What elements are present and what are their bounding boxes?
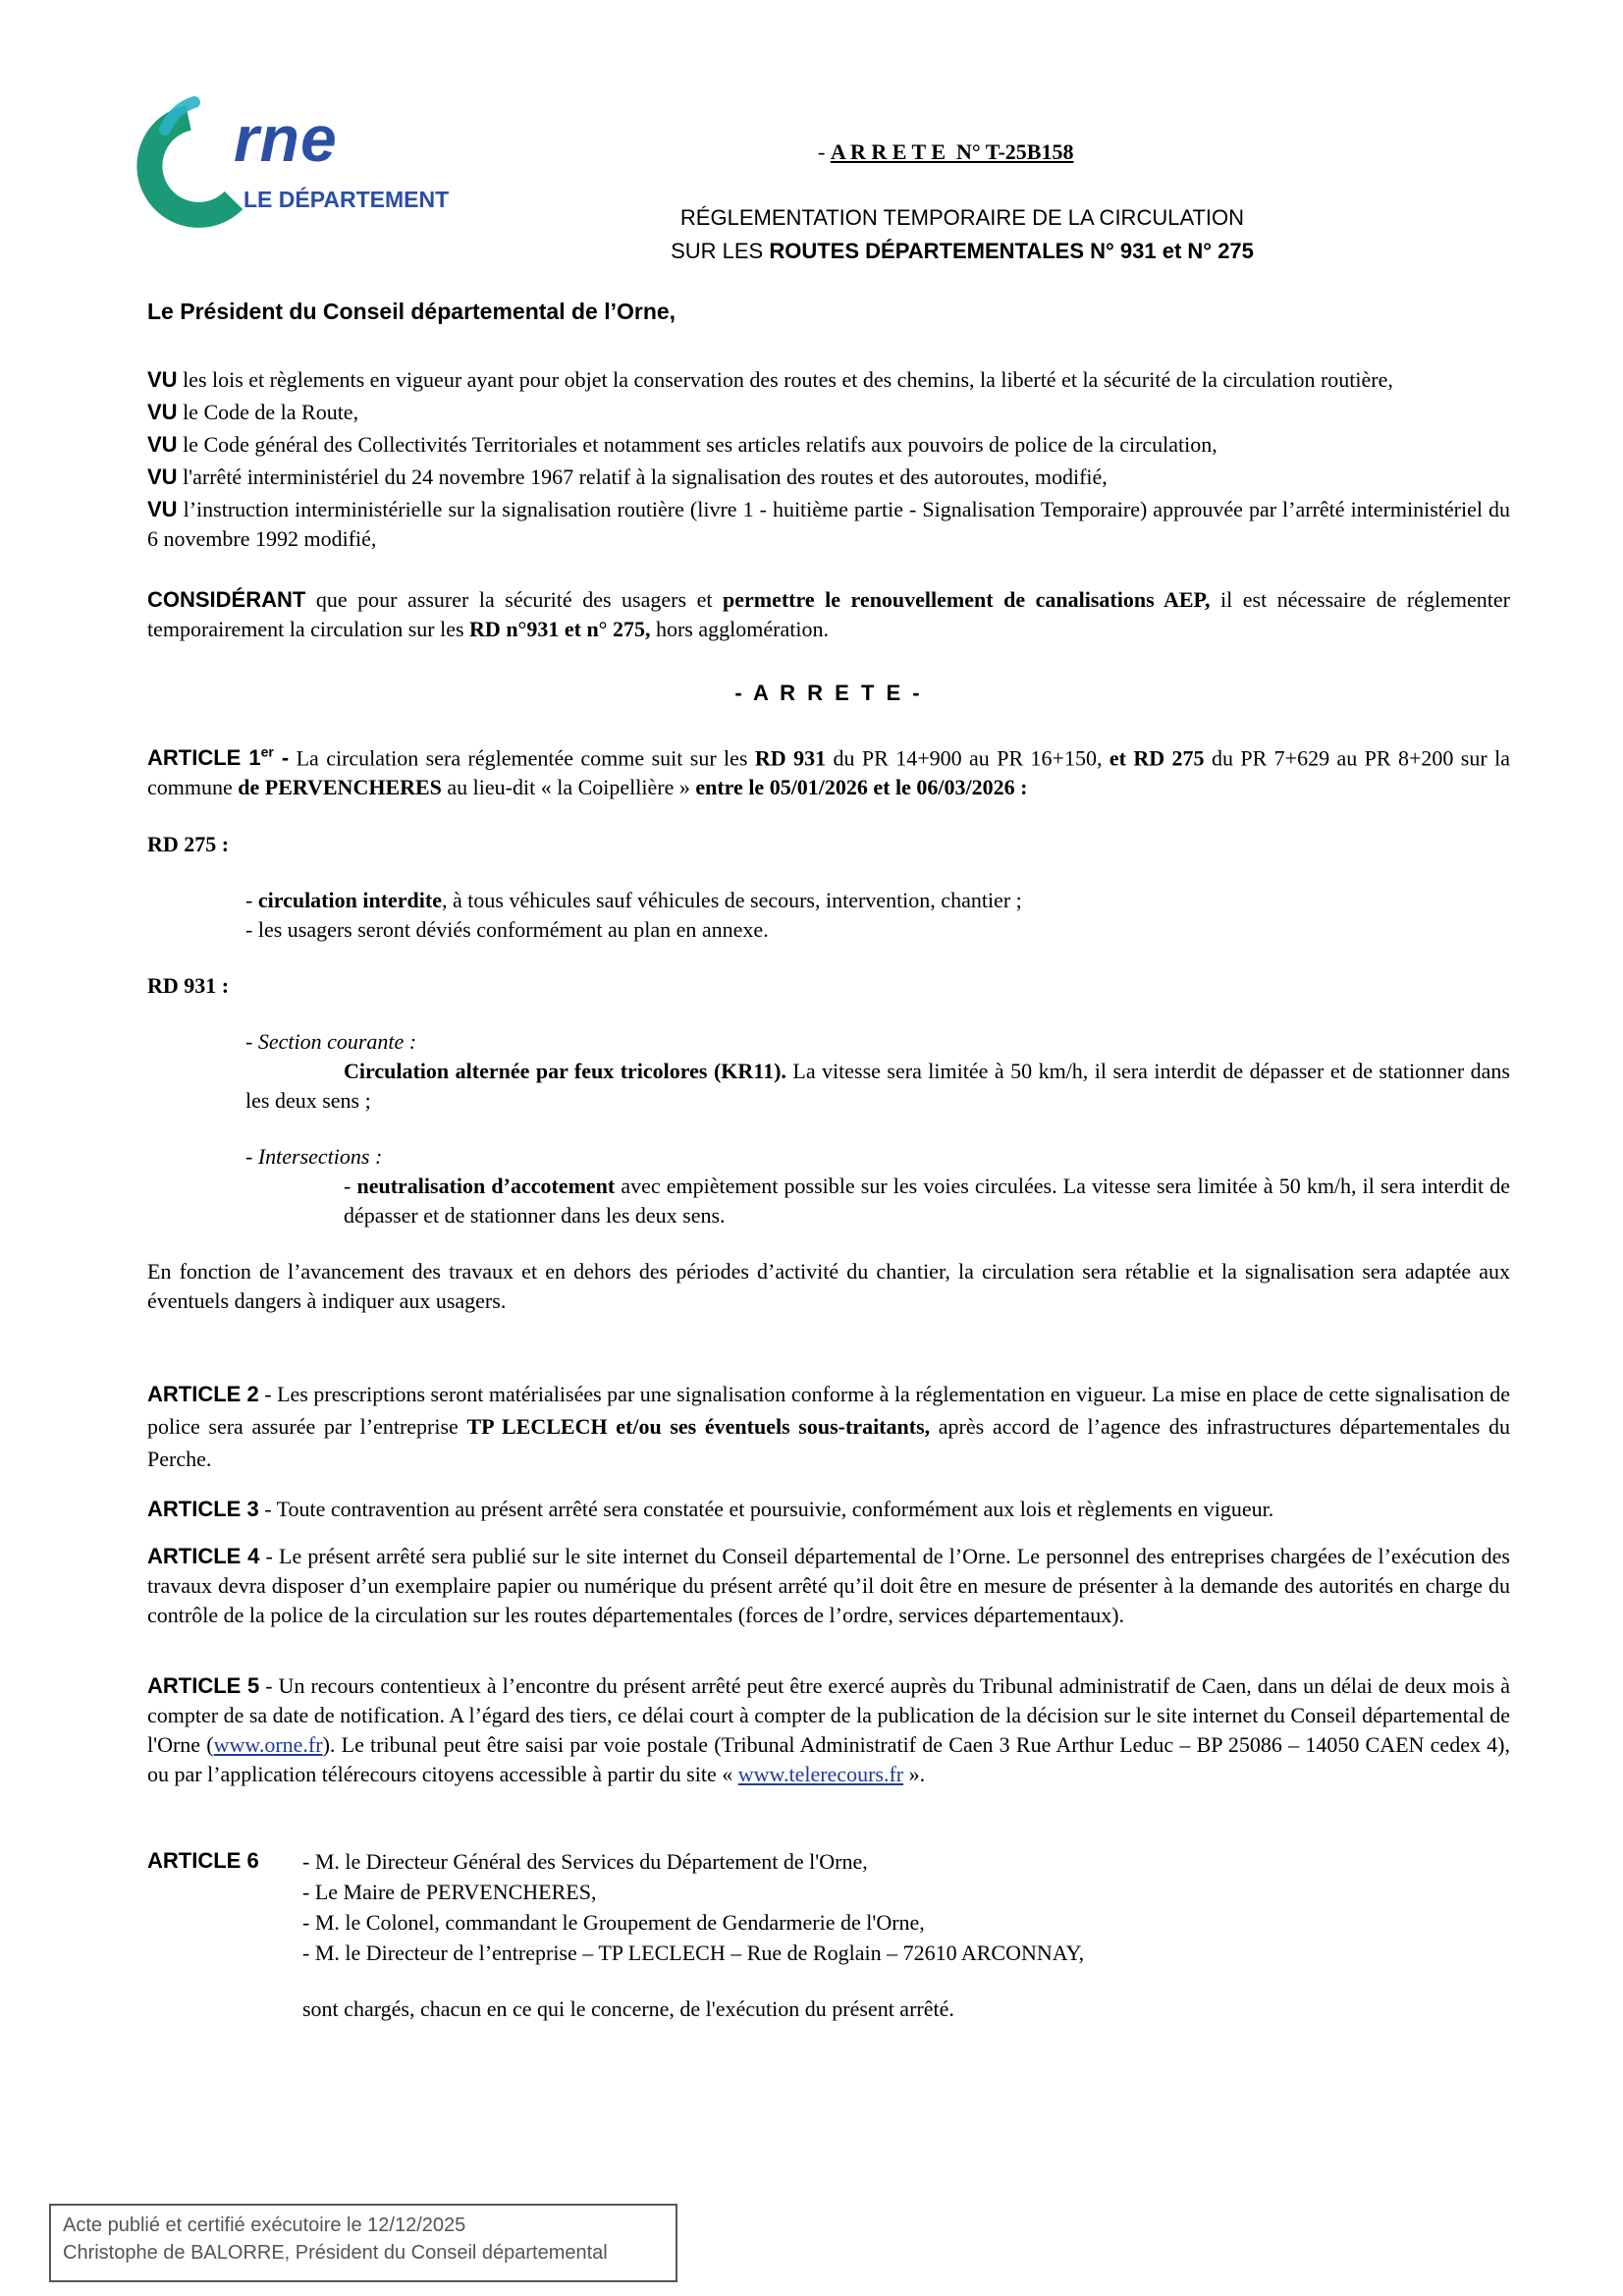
arrete-number xyxy=(818,137,1073,167)
rd275-list xyxy=(245,886,1510,945)
considerant-paragraph: CONSIDÉRANT que pour assurer la sécurité des usagers et permettre le renouvellement de canalisations AEP, il est nécessaire de réglementer temporairement la circulation sur les RD n°931 et n° 275, hors agglomération. xyxy=(147,587,1510,641)
article-1-closing: En fonction de l’avancement des travaux et en dehors des périodes d’activité du chantier, la circulation sera rétablie et la signalisation sera adaptée aux éventuels dangers à indiquer aux usagers. xyxy=(147,1259,1510,1314)
arrete-prefix: - xyxy=(818,139,831,164)
article-4: ARTICLE 4 - Le présent arrêté sera publié sur le site internet du Conseil départemental de l’Orne. Le personnel des entreprises chargées de l’exécution des travaux devra disposer d’un exemplaire papier ou numérique du présent arrêté qu’il doit être en mesure de présenter à la demande des autorités en charge du contrôle de la police de la circulation sur les routes départementales (forces de l’ordre, services départementaux). xyxy=(147,1544,1510,1628)
intersections-text: - neutralisation d’accotement avec empiètement possible sur les voies circulées. La vitesse sera limitée à 50 km/h, il sera interdit de dépasser et de stationner dans les deux sens. xyxy=(344,1174,1510,1229)
arrete-heading: - A R R E T E - xyxy=(734,681,923,705)
article-6-label: ARTICLE 6 xyxy=(147,1848,259,1874)
president-line: Le Président du Conseil départemental de l’Orne, xyxy=(147,299,676,324)
rd275-label: RD 275 : xyxy=(147,832,230,857)
article-6-list xyxy=(302,1846,1510,2024)
logo-name: rne xyxy=(234,102,338,175)
vu-item: VU l'arrêté interministériel du 24 novembre 1967 relatif à la signalisation des routes et des autoroutes, modifié, xyxy=(147,465,1108,489)
article-6 xyxy=(147,1846,1510,2024)
article-1: ARTICLE 1er - La circulation sera réglementée comme suit sur les RD 931 du PR 14+900 au PR 16+150, et RD 275 du PR 7+629 au PR 8+200 sur la commune de PERVENCHERES au lieu-dit « la Coipellière » entre le 05/01/2026 et le 06/03/2026 : xyxy=(147,744,1510,800)
article-1-label: ARTICLE 1er - xyxy=(147,744,290,771)
intersections-label: - Intersections : xyxy=(245,1144,383,1170)
subtitle-roads: ROUTES DÉPARTEMENTALES N° 931 et N° 275 xyxy=(769,239,1254,263)
vu-item: VU le Code général des Collectivités Territoriales et notamment ses articles relatifs aux pouvoirs de police de la circulation, xyxy=(147,432,1217,457)
recipient-item: - Le Maire de PERVENCHERES, xyxy=(302,1880,597,1905)
rd931-label: RD 931 : xyxy=(147,973,230,999)
stamp-line-2: Christophe de BALORRE, Président du Conseil départemental xyxy=(63,2242,608,2264)
arrete-number-label: A R R E T E N° T-25B158 xyxy=(830,139,1074,164)
stamp-line-1: Acte publié et certifié exécutoire le 12/12/2025 xyxy=(63,2214,466,2236)
orne-website-link[interactable]: www.orne.fr xyxy=(213,1732,323,1758)
telerecours-link[interactable]: www.telerecours.fr xyxy=(737,1762,904,1787)
article-2: ARTICLE 2 - Les prescriptions seront matérialisées par une signalisation conforme à la réglementation en vigueur. La mise en place de cette signalisation de police sera assurée par l’entreprise TP LECLECH et/ou ses éventuels sous-traitants, après accord de l’agence des infrastructures départementales du Perche. xyxy=(147,1382,1510,1472)
rd931-block xyxy=(245,1027,1510,1230)
vu-list xyxy=(147,361,1510,554)
logo-tagline: LE DÉPARTEMENT xyxy=(243,187,450,212)
article-5: ARTICLE 5 - Un recours contentieux à l’encontre du présent arrêté peut être exercé auprès du Tribunal administratif de Caen, dans un délai de deux mois à compter de sa date de notification. A l’égard des tiers, ce délai court à compter de la publication de la décision sur le site internet du Conseil départemental de l'Orne (www.orne.fr). Le tribunal peut être saisi par voie postale (Tribunal Administratif de Caen 3 Rue Arthur Leduc – BP 25086 – 14050 CAEN cedex 4), ou par l’application télérecours citoyens accessible à partir du site « www.telerecours.fr ». xyxy=(147,1673,1510,1787)
vu-item: VU les lois et règlements en vigueur ayant pour objet la conservation des routes et des chemins, la liberté et la sécurité de la circulation routière, xyxy=(147,367,1393,392)
subtitle-line-1: RÉGLEMENTATION TEMPORAIRE DE LA CIRCULATION xyxy=(679,205,1245,230)
recipient-item: - M. le Colonel, commandant le Groupement de Gendarmerie de l'Orne, xyxy=(302,1910,925,1936)
orne-logo xyxy=(118,90,471,247)
recipient-item: - M. le Directeur Général des Services du Département de l'Orne, xyxy=(302,1849,868,1875)
vu-item: VU le Code de la Route, xyxy=(147,400,359,424)
document-body xyxy=(147,297,1510,2024)
article-3: ARTICLE 3 - Toute contravention au présent arrêté sera constatée et poursuivie, conformément aux lois et règlements en vigueur. xyxy=(147,1497,1274,1522)
logo-mark-icon xyxy=(118,90,245,247)
article-6-closing: sont chargés, chacun en ce qui le concerne, de l'exécution du présent arrêté. xyxy=(302,1996,954,2022)
subtitle-line-2: SUR LES ROUTES DÉPARTEMENTALES N° 931 et N° 275 xyxy=(671,239,1254,263)
vu-item: VU l’instruction interministérielle sur la signalisation routière (livre 1 - huitième partie - Signalisation Temporaire) approuvée par l’arrêté interministériel du 6 novembre 1992 modifié, xyxy=(147,497,1510,551)
rd275-item: - circulation interdite, à tous véhicules sauf véhicules de secours, intervention, chantier ; xyxy=(245,888,1022,913)
publication-stamp xyxy=(49,2204,677,2282)
recipient-item: - M. le Directeur de l’entreprise – TP LECLECH – Rue de Roglain – 72610 ARCONNAY, xyxy=(302,1941,1085,1966)
section-courante-label: - Section courante : xyxy=(245,1029,417,1055)
section-courante-text: Circulation alternée par feux tricolores (KR11). La vitesse sera limitée à 50 km/h, il sera interdit de dépasser et de stationner dans les deux sens ; xyxy=(245,1059,1510,1114)
header-subtitle xyxy=(569,201,1355,268)
rd275-item: - les usagers seront déviés conformément au plan en annexe. xyxy=(245,917,769,943)
